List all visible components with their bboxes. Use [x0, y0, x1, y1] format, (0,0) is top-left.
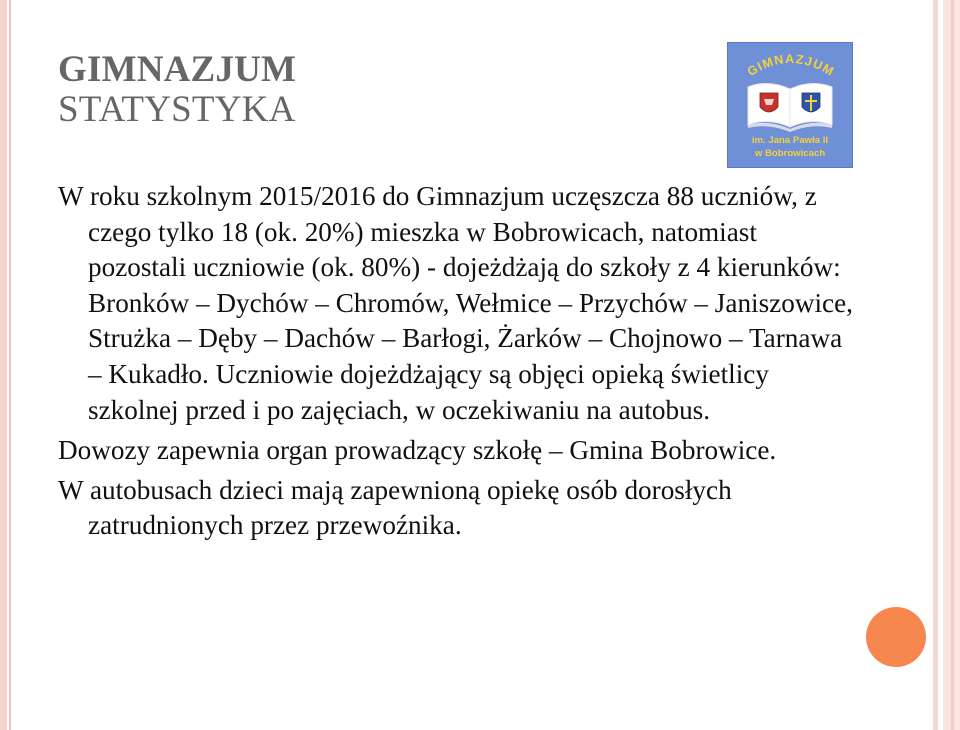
slide-title: [58, 50, 296, 130]
right-decor-stripe-thin: [951, 0, 954, 730]
paragraph-supervision: W autobusach dzieci mają zapewnioną opiekę osób dorosłych zatrudnionych przez przewoźnika.: [58, 474, 732, 541]
decorative-orange-circle: [866, 607, 926, 667]
slide-body: [58, 179, 858, 552]
left-decor-stripe: [0, 0, 7, 730]
right-decor-stripe: [933, 0, 938, 730]
logo-location-text: w Bobrowicach: [754, 148, 826, 159]
left-decor-stripe-thin: [9, 0, 11, 730]
paragraph-statistics: W roku szkolnym 2015/2016 do Gimnazjum uczęszcza 88 uczniów, z czego tylko 18 (ok. 20%) mieszka w Bobrowicach, natomiast pozostali uczniowie (ok. 80%) - dojeżdżają do szkoły z 4 kierunków: Bronków – Dychów – Chromów, Wełmice – Przychów – Janiszowice, Strużka – Dęby – Dachów – Barłogi, Żarków – Chojnowo – Tarnawa – Kukadło. Uczniowie dojeżdżający są objęci opieką świetlicy szkolnej przed i po zajęciach, w oczekiwaniu na autobus.: [58, 181, 853, 425]
school-logo-graphic: [728, 43, 852, 167]
title-line-2: STATYSTYKA: [58, 89, 296, 130]
school-logo: [727, 42, 853, 168]
title-line-1: GIMNAZJUM: [58, 49, 297, 90]
svg-text:GIMNAZJUM: [745, 52, 837, 79]
logo-patron-text: im. Jana Pawła II: [751, 135, 829, 146]
paragraph-transport: Dowozy zapewnia organ prowadzący szkołę – Gmina Bobrowice.: [58, 435, 777, 466]
logo-top-text: GIMNAZJUM: [744, 51, 838, 80]
